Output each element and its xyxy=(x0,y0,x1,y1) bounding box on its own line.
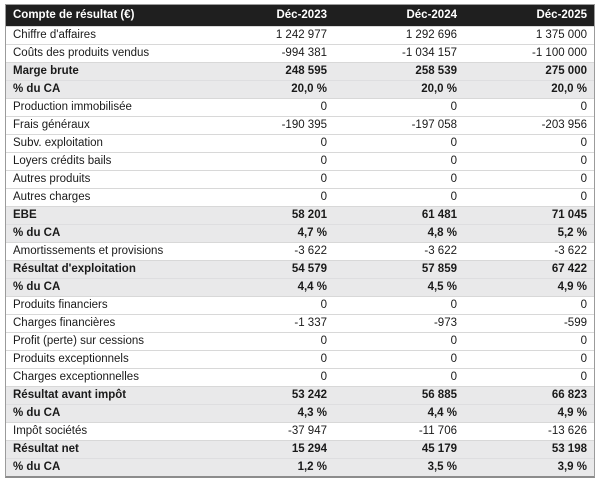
row-value: 0 xyxy=(204,296,334,314)
row-value: -1 337 xyxy=(204,314,334,332)
row-value: 0 xyxy=(334,368,464,386)
row-value: 1 375 000 xyxy=(464,26,594,44)
table-row xyxy=(6,206,594,224)
row-label: Résultat d'exploitation xyxy=(6,260,204,278)
row-value: 53 198 xyxy=(464,440,594,458)
row-value: 0 xyxy=(204,368,334,386)
row-label: Résultat avant impôt xyxy=(6,386,204,404)
row-value: -1 034 157 xyxy=(334,44,464,62)
row-value: -190 395 xyxy=(204,116,334,134)
row-label: Subv. exploitation xyxy=(6,134,204,152)
row-value: 0 xyxy=(204,332,334,350)
row-value: 56 885 xyxy=(334,386,464,404)
row-value: 66 823 xyxy=(464,386,594,404)
table-row xyxy=(6,188,594,206)
table-row xyxy=(6,260,594,278)
row-label: Marge brute xyxy=(6,62,204,80)
row-value: 61 481 xyxy=(334,206,464,224)
row-value: 53 242 xyxy=(204,386,334,404)
row-label: EBE xyxy=(6,206,204,224)
row-value: 20,0 % xyxy=(464,80,594,98)
row-value: 4,8 % xyxy=(334,224,464,242)
row-value: 0 xyxy=(334,170,464,188)
row-value: 0 xyxy=(464,332,594,350)
table-row xyxy=(6,134,594,152)
row-value: 4,4 % xyxy=(204,278,334,296)
table-row xyxy=(6,152,594,170)
row-value: 1 292 696 xyxy=(334,26,464,44)
row-value: 15 294 xyxy=(204,440,334,458)
table-row xyxy=(6,224,594,242)
row-value: 0 xyxy=(204,170,334,188)
row-value: 0 xyxy=(464,368,594,386)
income-statement-body xyxy=(6,26,594,476)
row-value: 0 xyxy=(204,152,334,170)
row-value: 4,5 % xyxy=(334,278,464,296)
row-value: 5,2 % xyxy=(464,224,594,242)
row-label: Coûts des produits vendus xyxy=(6,44,204,62)
table-row xyxy=(6,368,594,386)
row-value: 0 xyxy=(334,152,464,170)
row-label: Autres produits xyxy=(6,170,204,188)
row-label: Loyers crédits bails xyxy=(6,152,204,170)
row-value: 1,2 % xyxy=(204,458,334,476)
table-row xyxy=(6,62,594,80)
header-row xyxy=(6,5,594,26)
row-value: 20,0 % xyxy=(204,80,334,98)
table-title: Compte de résultat (€) xyxy=(6,5,204,26)
table-row xyxy=(6,278,594,296)
row-value: -599 xyxy=(464,314,594,332)
row-label: Frais généraux xyxy=(6,116,204,134)
table-row xyxy=(6,422,594,440)
table-row xyxy=(6,458,594,476)
row-value: 0 xyxy=(204,134,334,152)
row-value: 4,3 % xyxy=(204,404,334,422)
row-label: % du CA xyxy=(6,458,204,476)
table-row xyxy=(6,242,594,260)
row-value: -203 956 xyxy=(464,116,594,134)
row-label: % du CA xyxy=(6,224,204,242)
row-value: -197 058 xyxy=(334,116,464,134)
row-value: 67 422 xyxy=(464,260,594,278)
table-row xyxy=(6,98,594,116)
row-value: 0 xyxy=(204,98,334,116)
row-value: 0 xyxy=(334,134,464,152)
row-value: 1 242 977 xyxy=(204,26,334,44)
table-row xyxy=(6,44,594,62)
table-header xyxy=(6,5,594,26)
row-value: 0 xyxy=(464,98,594,116)
row-label: % du CA xyxy=(6,278,204,296)
row-value: 0 xyxy=(464,296,594,314)
table-row xyxy=(6,170,594,188)
row-value: 0 xyxy=(334,188,464,206)
income-statement xyxy=(6,5,594,476)
table-row xyxy=(6,386,594,404)
row-value: 0 xyxy=(464,170,594,188)
row-label: Production immobilisée xyxy=(6,98,204,116)
row-value: 258 539 xyxy=(334,62,464,80)
row-value: -13 626 xyxy=(464,422,594,440)
row-value: 4,7 % xyxy=(204,224,334,242)
row-label: Autres charges xyxy=(6,188,204,206)
table-row xyxy=(6,332,594,350)
row-value: -11 706 xyxy=(334,422,464,440)
row-label: Résultat net xyxy=(6,440,204,458)
table-row xyxy=(6,350,594,368)
row-label: % du CA xyxy=(6,404,204,422)
table-row xyxy=(6,404,594,422)
row-value: 0 xyxy=(334,350,464,368)
row-label: Produits financiers xyxy=(6,296,204,314)
row-value: -3 622 xyxy=(204,242,334,260)
row-label: Profit (perte) sur cessions xyxy=(6,332,204,350)
row-value: 3,9 % xyxy=(464,458,594,476)
table-row xyxy=(6,26,594,44)
income-statement-table xyxy=(5,4,595,478)
row-value: 4,4 % xyxy=(334,404,464,422)
row-label: Impôt sociétés xyxy=(6,422,204,440)
row-value: 275 000 xyxy=(464,62,594,80)
row-value: 3,5 % xyxy=(334,458,464,476)
row-label: Produits exceptionnels xyxy=(6,350,204,368)
row-label: Charges exceptionnelles xyxy=(6,368,204,386)
row-label: Amortissements et provisions xyxy=(6,242,204,260)
row-label: Chiffre d'affaires xyxy=(6,26,204,44)
row-value: 58 201 xyxy=(204,206,334,224)
row-value: 57 859 xyxy=(334,260,464,278)
row-value: 4,9 % xyxy=(464,278,594,296)
row-value: -3 622 xyxy=(464,242,594,260)
row-value: 0 xyxy=(464,134,594,152)
column-header-dec-2024: Déc-2024 xyxy=(334,5,464,26)
table-row xyxy=(6,296,594,314)
row-value: 0 xyxy=(334,332,464,350)
row-label: Charges financières xyxy=(6,314,204,332)
row-value: 0 xyxy=(464,152,594,170)
column-header-dec-2025: Déc-2025 xyxy=(464,5,594,26)
row-value: 45 179 xyxy=(334,440,464,458)
row-label: % du CA xyxy=(6,80,204,98)
row-value: 0 xyxy=(334,98,464,116)
row-value: 20,0 % xyxy=(334,80,464,98)
row-value: 4,9 % xyxy=(464,404,594,422)
row-value: -3 622 xyxy=(334,242,464,260)
row-value: -994 381 xyxy=(204,44,334,62)
row-value: 0 xyxy=(334,296,464,314)
row-value: 0 xyxy=(204,188,334,206)
row-value: 0 xyxy=(464,188,594,206)
row-value: 0 xyxy=(204,350,334,368)
row-value: -1 100 000 xyxy=(464,44,594,62)
table-row xyxy=(6,440,594,458)
row-value: 71 045 xyxy=(464,206,594,224)
row-value: 0 xyxy=(464,350,594,368)
column-header-dec-2023: Déc-2023 xyxy=(204,5,334,26)
row-value: 248 595 xyxy=(204,62,334,80)
table-row xyxy=(6,80,594,98)
table-row xyxy=(6,116,594,134)
table-row xyxy=(6,314,594,332)
row-value: -973 xyxy=(334,314,464,332)
row-value: -37 947 xyxy=(204,422,334,440)
row-value: 54 579 xyxy=(204,260,334,278)
